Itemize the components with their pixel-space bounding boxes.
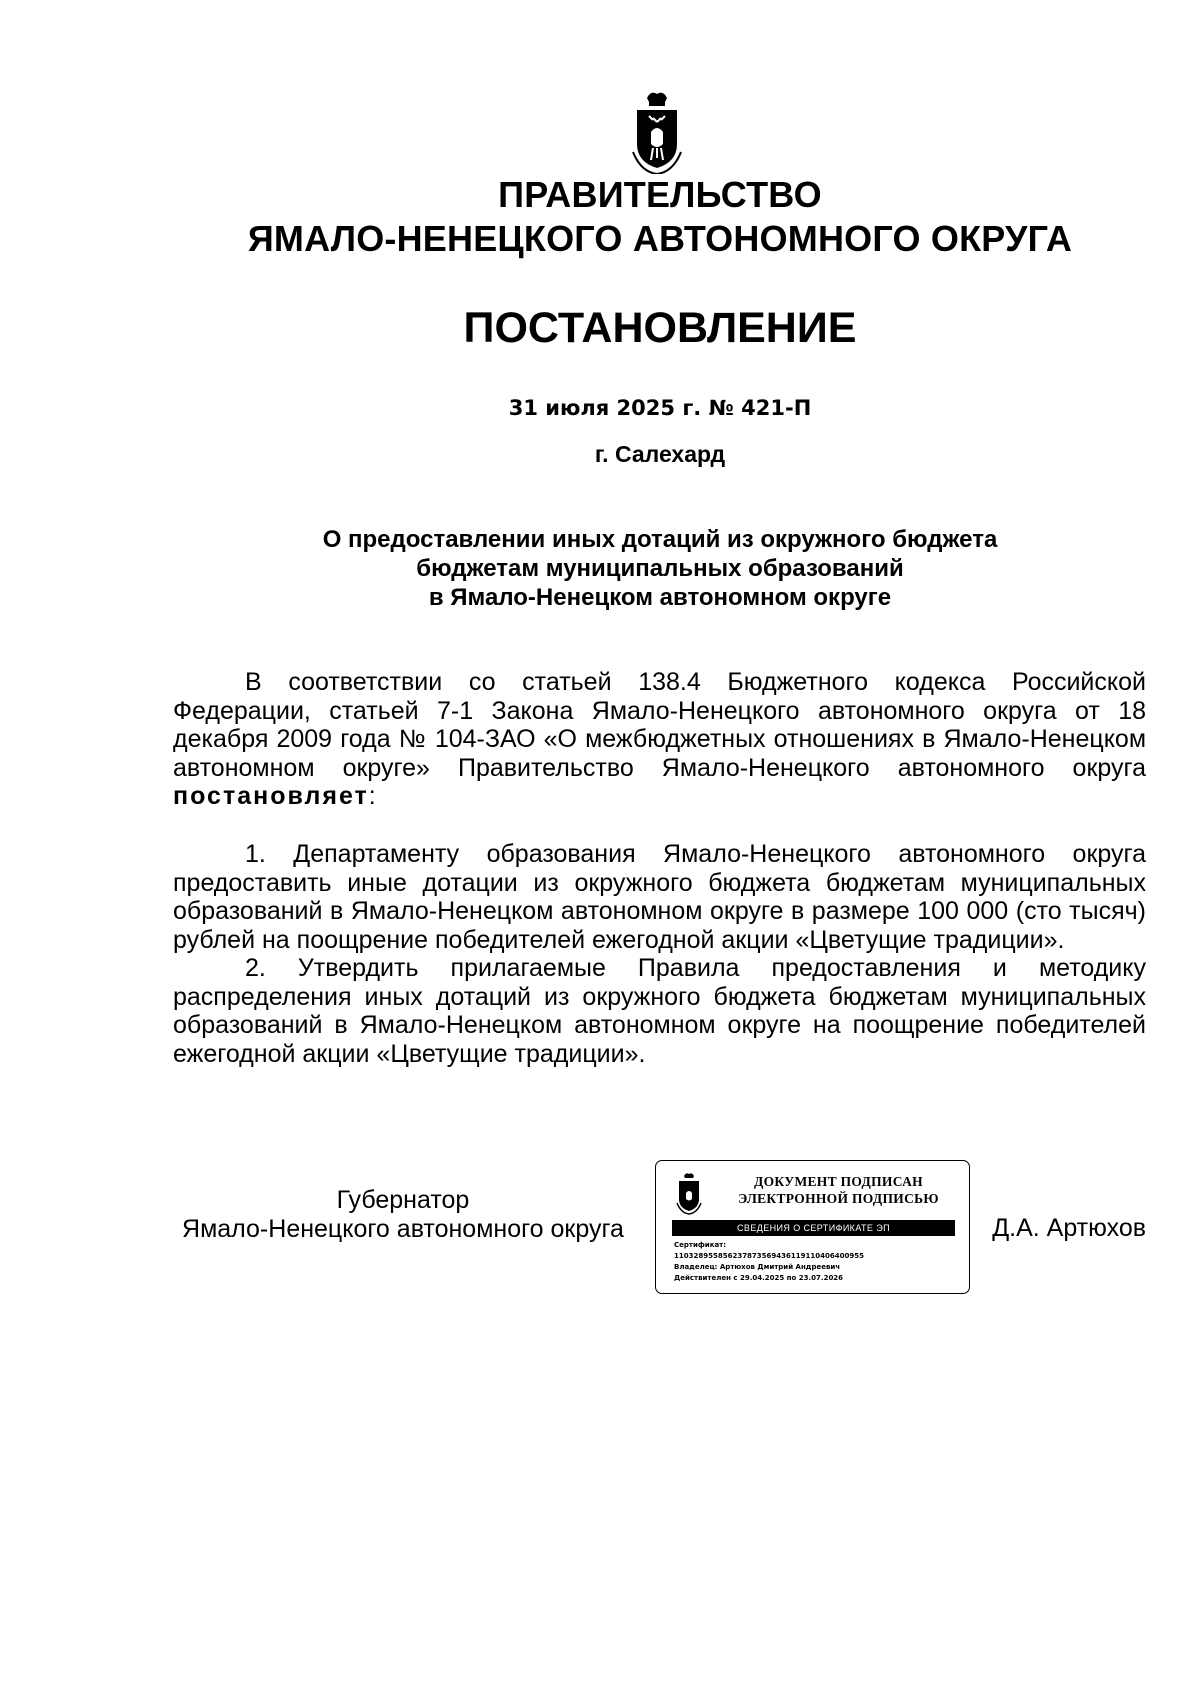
- stamp-emblem-icon: [676, 1171, 702, 1215]
- signatory-title-line1: Губернатор: [336, 1186, 470, 1214]
- subject-line1: О предоставлении иных дотаций из окружного бюджета: [322, 526, 998, 553]
- signatory-title-line2: Ямало-Ненецкого автономного округа: [182, 1215, 624, 1243]
- decree-colon: :: [368, 782, 376, 810]
- stamp-certificate-number: 110328955856237873569436119110406400955: [674, 1252, 864, 1260]
- decree-item-2: 2. Утвердить прилагаемые Правила предоставления и методику распределения иных дотаций из окружного бюджета бюджетам муниципальных образований в Ямало-Ненецком автономном округе на поощрение победителей ежегодной акции «Цветущие традиции».: [173, 954, 1146, 1068]
- signatory-name: Д.А. Артюхов: [992, 1214, 1146, 1242]
- stamp-owner: Владелец: Артюхов Дмитрий Андреевич: [674, 1263, 841, 1271]
- decree-items: [173, 840, 1146, 1068]
- stamp-certificate-bar: СВЕДЕНИЯ О СЕРТИФИКАТЕ ЭП: [672, 1220, 955, 1236]
- signatory-title: [173, 1186, 633, 1244]
- decree-word: постановляет: [173, 782, 369, 810]
- stamp-heading-line2: ЭЛЕКТРОННОЙ ПОДПИСЬЮ: [738, 1191, 939, 1206]
- subject-line2: бюджетам муниципальных образований: [416, 555, 904, 582]
- stamp-heading: [726, 1173, 951, 1207]
- document-date-number: 31 июля 2025 г. № 421-П: [508, 396, 812, 420]
- electronic-signature-stamp: [655, 1160, 970, 1294]
- preamble-text: В соответствии со статьей 138.4 Бюджетного кодекса Российской Федерации, статьей 7-1 Закона Ямало-Ненецкого автономного округа от 18 декабря 2009 года № 104-ЗАО «О межбюджетных отношениях в Ямало-Ненецком автономном округе» Правительство Ямало-Ненецкого автономного округа: [173, 668, 1146, 782]
- coat-of-arms-emblem: [631, 88, 683, 174]
- document-type: ПОСТАНОВЛЕНИЕ: [463, 304, 857, 352]
- subject-line3: в Ямало-Ненецком автономном округе: [428, 584, 892, 611]
- stamp-certificate-info: [674, 1240, 964, 1284]
- stamp-heading-line1: ДОКУМЕНТ ПОДПИСАН: [754, 1174, 923, 1189]
- government-title-line1: ПРАВИТЕЛЬСТВО: [498, 174, 822, 215]
- decree-item-1: 1. Департаменту образования Ямало-Ненецкого автономного округа предоставить иные дотации из окружного бюджета бюджетам муниципальных образований в Ямало-Ненецком автономном округе в размере 100 000 (сто тысяч) рублей на поощрение победителей ежегодной акции «Цветущие традиции».: [173, 840, 1146, 954]
- government-title-line2: ЯМАЛО-НЕНЕЦКОГО АВТОНОМНОГО ОКРУГА: [247, 218, 1073, 259]
- stamp-validity: Действителен с 29.04.2025 по 23.07.2026: [674, 1274, 844, 1282]
- document-city: г. Салехард: [594, 441, 726, 467]
- stamp-certificate-label: Сертификат:: [674, 1241, 727, 1249]
- preamble-paragraph: [173, 668, 1146, 811]
- document-subject: [60, 525, 1200, 612]
